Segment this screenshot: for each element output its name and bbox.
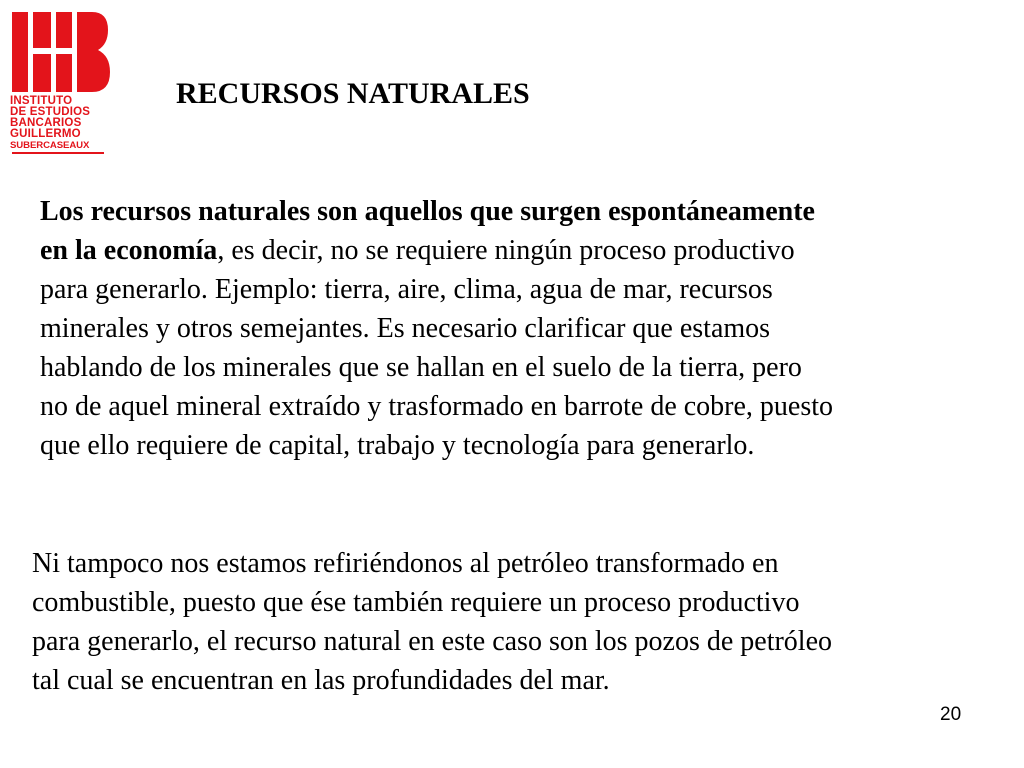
paragraph-line: combustible, puesto que ése también requiere un proceso productivo	[32, 587, 800, 618]
paragraph-line: Ni tampoco nos estamos refiriéndonos al petróleo transformado en	[32, 548, 779, 579]
bold-lead-line2: en la economía	[40, 235, 218, 266]
paragraph-line: para generarlo. Ejemplo: tierra, aire, clima, agua de mar, recursos	[40, 274, 773, 305]
logo-e-bottom-left	[33, 54, 51, 92]
paragraph-line	[40, 231, 1000, 270]
paragraph-line	[40, 192, 1000, 231]
bold-lead-line1: Los recursos naturales son aquellos que surgen espontáneamente	[40, 196, 815, 227]
logo-e-top-left	[33, 12, 51, 48]
logo-e-bottom-right	[56, 54, 72, 92]
logo-line-guillermo: GUILLERMO	[10, 128, 81, 140]
logo-line-bancarios: BANCARIOS	[10, 117, 82, 129]
institute-logo	[10, 12, 110, 160]
paragraph-line: hablando de los minerales que se hallan en el suelo de la tierra, pero	[40, 352, 802, 383]
paragraph-line: minerales y otros semejantes. Es necesario clarificar que estamos	[40, 313, 771, 344]
paragraph-line: para generarlo, el recurso natural en este caso son los pozos de petróleo	[32, 626, 833, 657]
paragraph-line: que ello requiere de capital, trabajo y tecnología para generarlo.	[40, 430, 755, 461]
paragraph-line: no de aquel mineral extraído y trasformado en barrote de cobre, puesto	[40, 391, 834, 422]
logo-text	[10, 96, 110, 151]
logo-i-bar	[12, 12, 28, 92]
paragraph-line: tal cual se encuentran en las profundidades del mar.	[32, 665, 610, 696]
line2-rest: , es decir, no se requiere ningún proceso productivo	[217, 235, 795, 266]
page-number: 20	[940, 704, 962, 725]
slide-title: RECURSOS NATURALES	[176, 77, 530, 110]
logo-line-instituto: INSTITUTO	[10, 95, 73, 107]
paragraph-definition	[40, 192, 1000, 465]
logo-line-subercaseaux: SUBERCASEAUX	[10, 140, 90, 151]
logo-b-shape	[77, 12, 110, 92]
logo-underline	[12, 152, 104, 154]
logo-e-top-right	[56, 12, 72, 48]
paragraph-petroleum	[32, 544, 1012, 700]
logo-line-de-estudios: DE ESTUDIOS	[10, 106, 91, 118]
ieb-logo-icon	[12, 12, 110, 92]
